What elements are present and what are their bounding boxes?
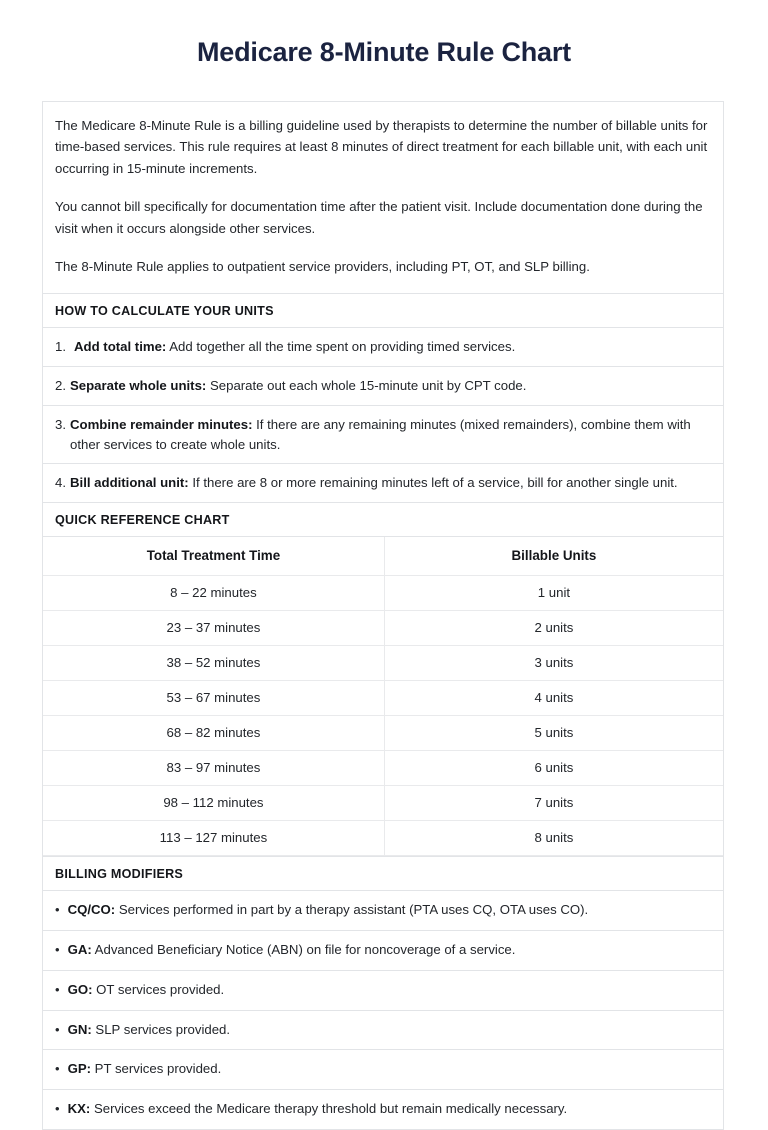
cell-treatment-time: 98 – 112 minutes: [43, 786, 384, 821]
modifier-description: SLP services provided.: [91, 1021, 231, 1037]
quick-reference-table-wrapper: [43, 537, 723, 857]
step-description: If there are 8 or more remaining minutes left of a service, bill for another single unit.: [188, 475, 678, 491]
section-header-how-to-calculate: HOW TO CALCULATE YOUR UNITS: [43, 294, 723, 328]
step-number: 1.: [55, 339, 66, 355]
table-row: [43, 786, 723, 821]
table-row: [43, 611, 723, 646]
intro-paragraph-2: You cannot bill specifically for documentation time after the patient visit. Include documentation done during the visit when it occurs alongside other services.: [55, 199, 703, 236]
section-header-quick-reference: QUICK REFERENCE CHART: [43, 503, 723, 537]
table-header-row: [43, 537, 723, 576]
cell-billable-units: 1 unit: [384, 576, 723, 611]
modifier-description: OT services provided.: [92, 981, 225, 997]
modifier-item: [43, 1050, 723, 1090]
quick-reference-table: [43, 537, 723, 856]
cell-billable-units: 7 units: [384, 786, 723, 821]
step-number: 3.: [55, 416, 66, 432]
table-row: [43, 821, 723, 856]
cell-treatment-time: 53 – 67 minutes: [43, 681, 384, 716]
intro-paragraph-1: The Medicare 8-Minute Rule is a billing guideline used by therapists to determine the number of billable units for time-based services. This rule requires at least 8 minutes of direct treatment for each billable unit, with each unit occurring in 15-minute increments.: [55, 118, 708, 176]
cell-treatment-time: 38 – 52 minutes: [43, 646, 384, 681]
step-item: [43, 406, 723, 465]
step-text: [74, 337, 711, 357]
bullet-icon: •: [55, 942, 60, 958]
modifier-code: GP:: [67, 1061, 92, 1077]
step-description: If there are any remaining minutes (mixed remainders), combine them with other services to create whole units.: [70, 416, 691, 452]
modifier-description: Advanced Beneficiary Notice (ABN) on file for noncoverage of a service.: [91, 942, 516, 958]
modifier-text: [68, 940, 711, 960]
step-description: Add together all the time spent on providing timed services.: [166, 339, 516, 355]
cell-treatment-time: 83 – 97 minutes: [43, 751, 384, 786]
cell-billable-units: 6 units: [384, 751, 723, 786]
modifier-code: GN:: [67, 1021, 92, 1037]
modifier-text: [68, 900, 711, 920]
step-term: Separate whole units:: [70, 378, 207, 394]
cell-billable-units: 4 units: [384, 681, 723, 716]
column-header-total-treatment-time: Total Treatment Time: [43, 537, 384, 576]
modifier-text: [68, 1059, 711, 1079]
step-term: Combine remainder minutes:: [70, 416, 253, 432]
bullet-icon: •: [55, 902, 60, 918]
step-number: 4.: [55, 475, 66, 491]
step-text: [70, 473, 711, 493]
step-text: [70, 376, 711, 396]
modifier-code: CQ/CO:: [67, 902, 116, 918]
modifier-code: GO:: [67, 981, 93, 997]
bullet-icon: •: [55, 981, 60, 997]
modifier-item: [43, 1090, 723, 1130]
step-term: Bill additional unit:: [70, 475, 189, 491]
step-text: [70, 415, 711, 455]
step-item: [43, 464, 723, 503]
cell-billable-units: 3 units: [384, 646, 723, 681]
step-item: [43, 328, 723, 367]
cell-treatment-time: 68 – 82 minutes: [43, 716, 384, 751]
table-row: [43, 576, 723, 611]
table-row: [43, 646, 723, 681]
cell-billable-units: 5 units: [384, 716, 723, 751]
step-term: Add total time:: [74, 339, 167, 355]
modifier-code: GA:: [67, 942, 92, 958]
section-header-billing-modifiers: BILLING MODIFIERS: [43, 857, 723, 891]
cell-treatment-time: 8 – 22 minutes: [43, 576, 384, 611]
modifier-description: Services exceed the Medicare therapy threshold but remain medically necessary.: [90, 1101, 568, 1117]
intro-block: [43, 102, 723, 294]
page-title: Medicare 8-Minute Rule Chart: [197, 37, 571, 67]
modifier-item: [43, 971, 723, 1011]
modifier-code: KX:: [67, 1101, 91, 1117]
cell-treatment-time: 23 – 37 minutes: [43, 611, 384, 646]
modifier-item: [43, 931, 723, 971]
step-description: Separate out each whole 15-minute unit by CPT code.: [206, 378, 527, 394]
table-row: [43, 751, 723, 786]
intro-paragraph-3: The 8-Minute Rule applies to outpatient service providers, including PT, OT, and SLP billing.: [55, 258, 590, 274]
modifier-item: [43, 1011, 723, 1051]
document-body: [42, 101, 724, 1130]
modifier-description: PT services provided.: [91, 1061, 222, 1077]
cell-treatment-time: 113 – 127 minutes: [43, 821, 384, 856]
column-header-billable-units: Billable Units: [384, 537, 723, 576]
step-number: 2.: [55, 378, 66, 394]
modifier-description: Services performed in part by a therapy assistant (PTA uses CQ, OTA uses CO).: [115, 902, 589, 918]
bullet-icon: •: [55, 1021, 60, 1037]
table-row: [43, 716, 723, 751]
modifier-item: [43, 891, 723, 931]
modifier-text: [68, 1099, 711, 1119]
bullet-icon: •: [55, 1101, 60, 1117]
step-item: [43, 367, 723, 406]
modifier-text: [68, 980, 711, 1000]
bullet-icon: •: [55, 1061, 60, 1077]
cell-billable-units: 8 units: [384, 821, 723, 856]
table-row: [43, 681, 723, 716]
cell-billable-units: 2 units: [384, 611, 723, 646]
modifier-text: [68, 1020, 711, 1040]
